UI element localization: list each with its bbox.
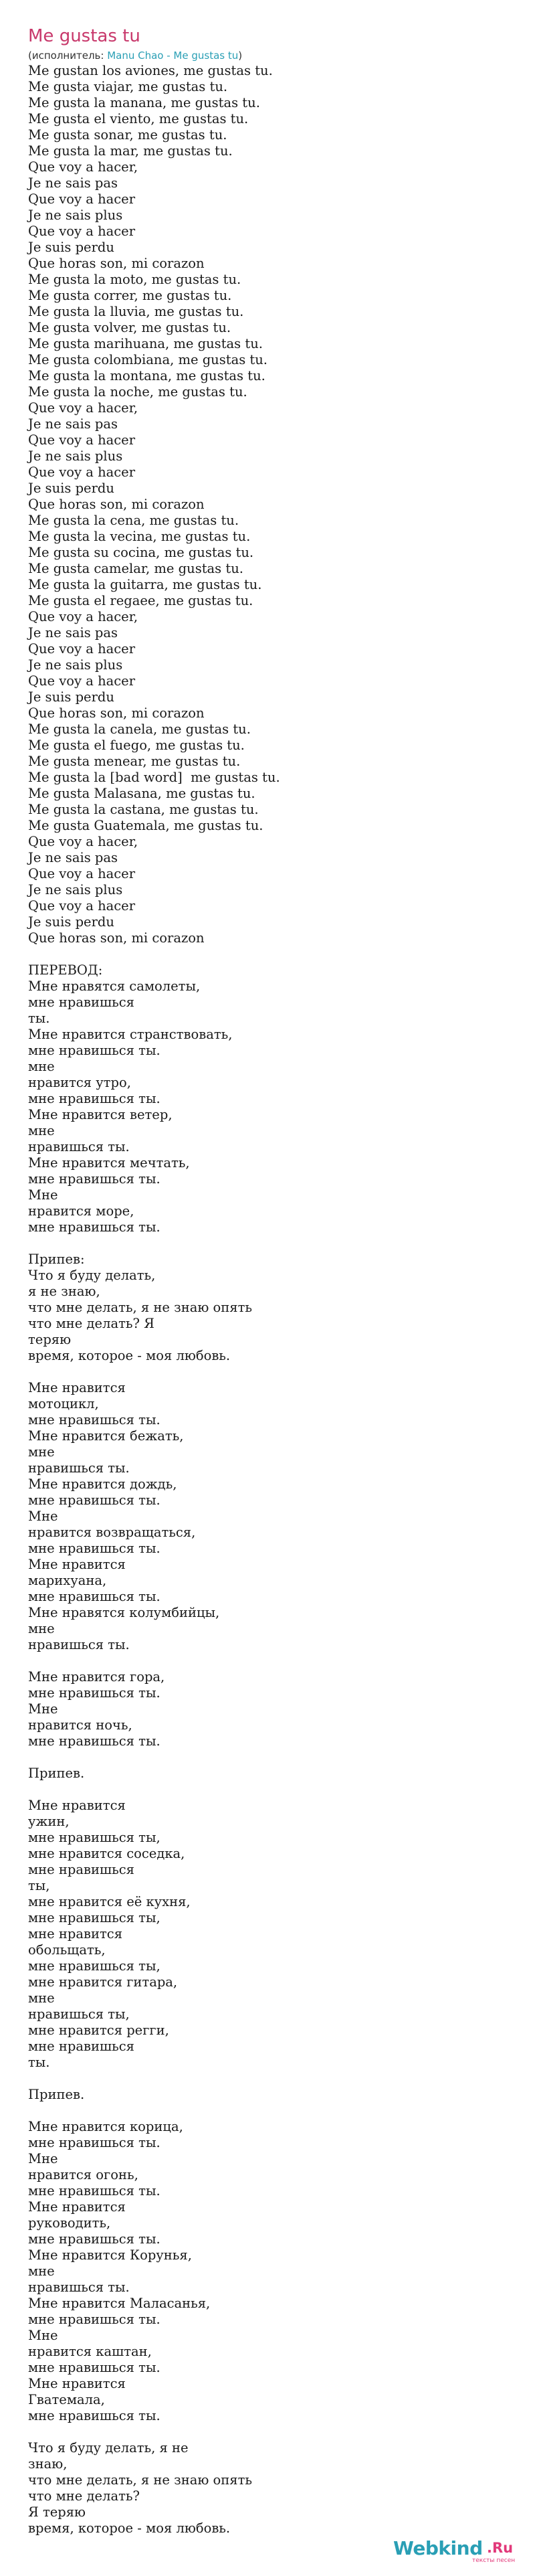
logo-wordmark: Webkind (393, 2537, 483, 2559)
artist-prefix: (исполнитель: (28, 50, 108, 62)
logo-domain: .Ru (487, 2540, 514, 2556)
artist-line (28, 48, 523, 63)
artist-suffix: ) (238, 50, 243, 62)
song-page (28, 25, 523, 2537)
logo-tagline: тексты песен (472, 2557, 516, 2564)
webkind-logo[interactable] (393, 2537, 520, 2564)
song-title: Me gustas tu (28, 26, 140, 46)
lyrics-text: Me gustan los aviones, me gustas tu. Me gusta viajar, me gustas tu. Me gusta la manana, me gustas tu. Me gusta el viento, me gustas tu. Me gusta sonar, me gustas tu. Me gusta la mar, me gustas tu. Que voy a hacer, Je ne sais pas Que voy a hacer Je ne sais plus Que voy a hacer Je suis perdu Que horas son, mi corazon Me gusta la moto, me gustas tu. Me gusta correr, me gustas tu. Me gusta la lluvia, me gustas tu. Me gusta volver, me gustas tu. Me gusta marihuana, me gustas tu. Me gusta colombiana, me gustas tu. Me gusta la montana, me gustas tu. Me gusta la noche, me gustas tu. Que voy a hacer, Je ne sais pas Que voy a hacer Je ne sais plus Que voy a hacer Je suis perdu Que horas son, mi corazon Me gusta la cena, me gustas tu. Me gusta la vecina, me gustas tu. Me gusta su cocina, me gustas tu. Me gusta camelar, me gustas tu. Me gusta la guitarra, me gustas tu. Me gusta el regaee, me gustas tu. Que voy a hacer, Je ne sais pas Que voy a hacer Je ne sais plus Que voy a hacer Je suis perdu Que horas son, mi corazon Me gusta la canela, me gustas tu. Me gusta el fuego, me gustas tu. Me gusta menear, me gustas tu. Me gusta la [bad word] me gustas tu. Me gusta Malasana, me gustas tu. Me gusta la castana, me gustas tu. Me gusta Guatemala, me gustas tu. Que voy a hacer, Je ne sais pas Que voy a hacer Je ne sais plus Que voy a hacer Je suis perdu Que horas son, mi corazon ПЕРЕВОД: Мне нравятся самолеты, мне нравишься ты. Мне нравится странствовать, мне нравишься ты. мне нравится утро, мне нравишься ты. Мне нравится ветер, мне нравишься ты. Мне нравится мечтать, мне нравишься ты. Мне нравится море, мне нравишься ты. Припев: Что я буду делать, я не знаю, что мне делать, я не знаю опять что мне делать? Я теряю время, которое - моя любовь. Мне нравится мотоцикл, мне нравишься ты. Мне нравится бежать, мне нравишься ты. Мне нравится дождь, мне нравишься ты. Мне нравится возвращаться, мне нравишься ты. Мне нравится марихуана, мне нравишься ты. Мне нравятся колумбийцы, мне нравишься ты. Мне нравится гора, мне нравишься ты. Мне нравится ночь, мне нравишься ты. Припев. Мне нравится ужин, мне нравишься ты, мне нравится соседка, мне нравишься ты, мне нравится её кухня, мне нравишься ты, мне нравится обольщать, мне нравишься ты, мне нравится гитара, мне нравишься ты, мне нравится регги, мне нравишься ты. Припев. Мне нравится корица, мне нравишься ты. Мне нравится огонь, мне нравишься ты. Мне нравится руководить, мне нравишься ты. Мне нравится Корунья, мне нравишься ты. Мне нравится Маласанья, мне нравишься ты. Мне нравится каштан, мне нравишься ты. Мне нравится Гватемала, мне нравишься ты. Что я буду делать, я не знаю, что мне делать, я не знаю опять что мне делать? Я теряю время, которое - моя любовь. (28, 63, 280, 2536)
artist-link[interactable]: Manu Chao - Me gustas tu (107, 50, 239, 62)
